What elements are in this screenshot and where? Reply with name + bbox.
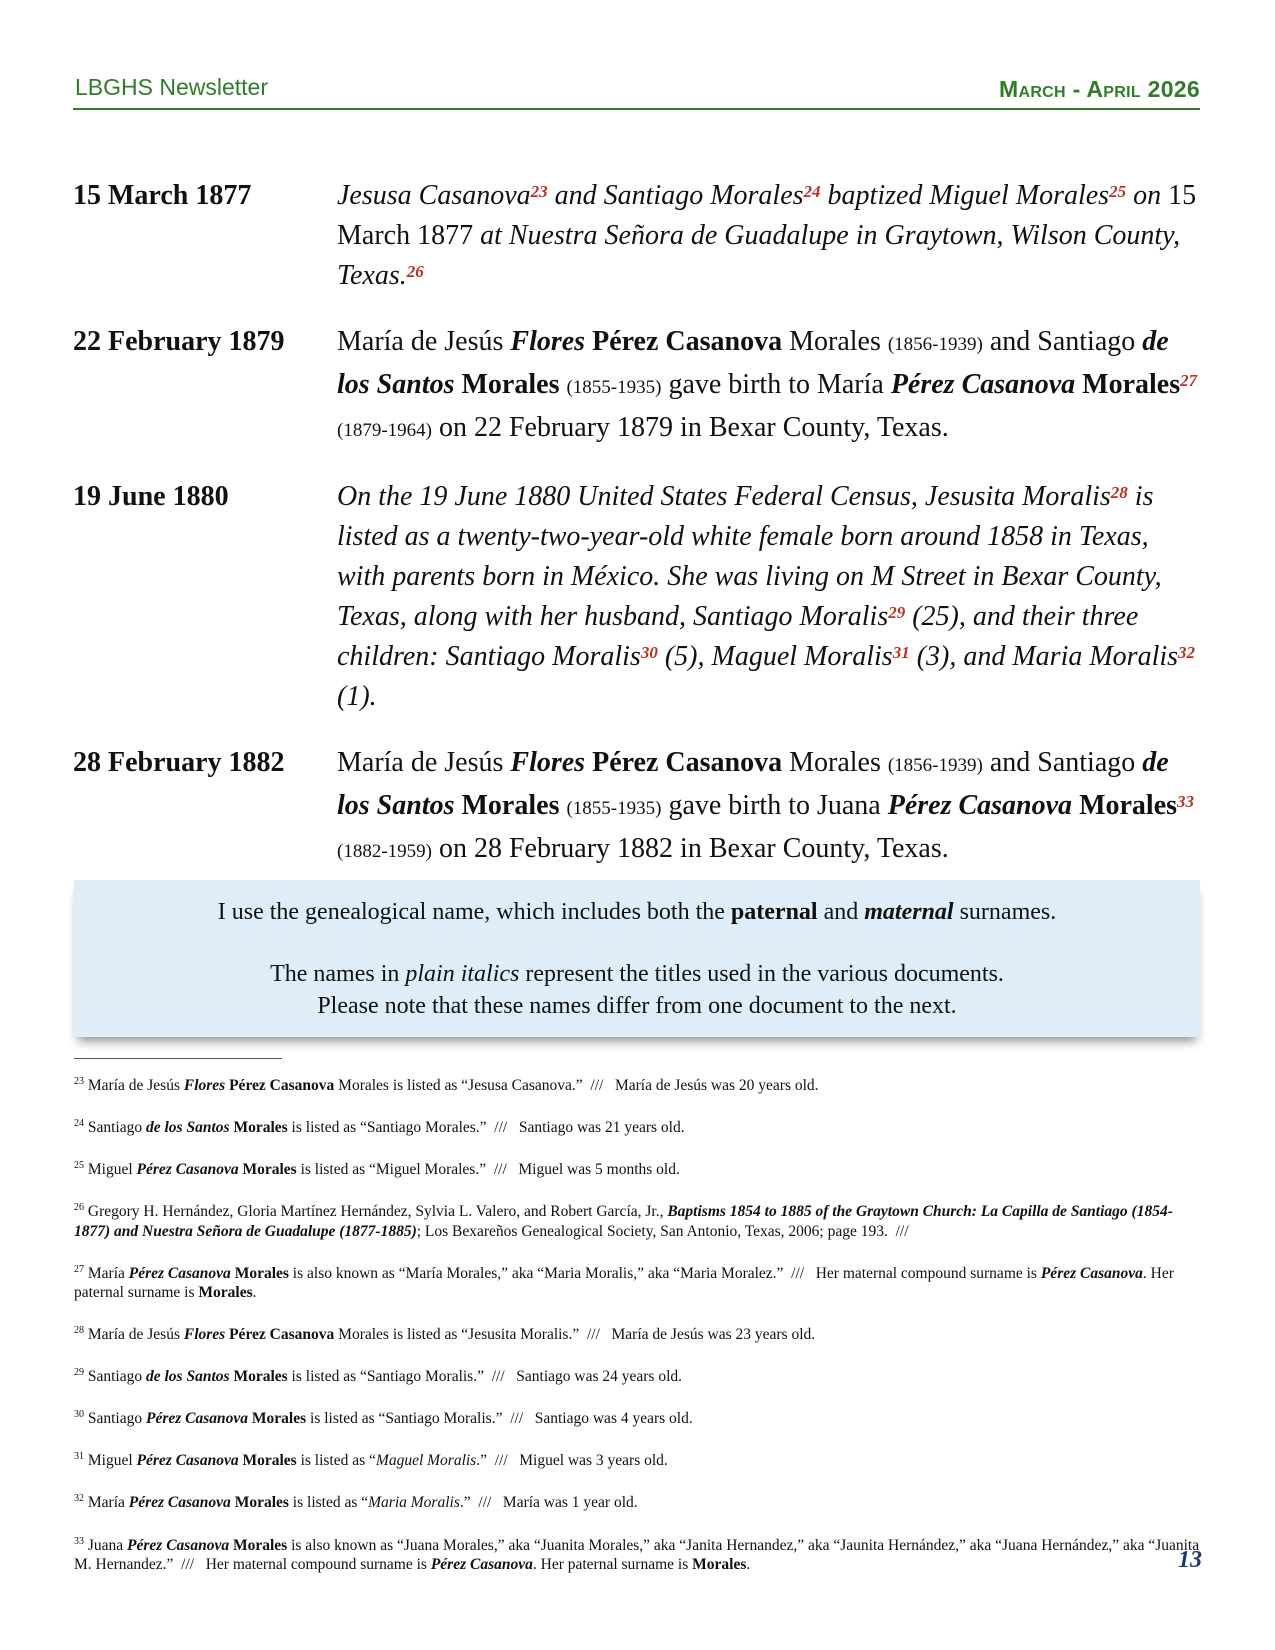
footnote: $^{23}$ María de Jesús Flores Pérez Casanova Morales is listed as “Jesusa Casanova.” /// María de Jesús was 20 years old.: [74, 1076, 819, 1095]
timeline-entry: [73, 477, 1203, 717]
footnotes: [74, 1072, 1208, 1593]
footnote: $^{31}$ Miguel Pérez Casanova Morales is listed as “Maguel Moralis.” /// Miguel was 3 years old.: [74, 1451, 668, 1470]
issue-date: March - April 2026: [999, 76, 1200, 102]
footnote: $^{26}$ Gregory H. Hernández, Gloria Martínez Hernández, Sylvia L. Valero, and Robert García, Jr., Baptisms 1854 to 1885 of the Graytown Church: La Capilla de Santiago (1854-1877) and Nuestra Señora de Guadalupe (1877-1885); Los Bexareños Genealogical Society, San Antonio, Texas, 2006; page 193. ///: [74, 1202, 1173, 1240]
entry-text: María de Jesús Flores Pérez Casanova Morales (1856-1939) and Santiago de los Santos Morales (1855-1935) gave birth to María Pérez Casanova Morales$^{27}$ (1879-1964) on 22 February 1879 in Bexar County, Texas.: [337, 326, 1198, 443]
footnote: $^{30}$ Santiago Pérez Casanova Morales is listed as “Santiago Moralis.” /// Santiago was 4 years old.: [74, 1409, 693, 1428]
footnote: $^{33}$ Juana Pérez Casanova Morales is also known as “Juana Morales,” aka “Juanita Morales,” aka “Janita Hernandez,” aka “Jaunita Hernández,” aka “Juana Hernández,” aka “Juanita M. Hernandez.” /// Her maternal compound surname is Pérez Casanova. Her paternal surname is Morales.: [74, 1535, 1200, 1573]
naming-note-box: [74, 880, 1200, 1037]
note-line: Please note that these names differ from one document to the next.: [317, 993, 957, 1019]
page-header: [73, 72, 1200, 110]
note-line: I use the genealogical name, which includes both the paternal and maternal surnames.: [217, 899, 1057, 925]
footnote: $^{25}$ Miguel Pérez Casanova Morales is listed as “Miguel Morales.” /// Miguel was 5 months old.: [74, 1160, 680, 1179]
entry-date: 22 February 1879: [73, 326, 285, 357]
entry-text: Jesusa Casanova$^{23}$ and Santiago Morales$^{24}$ baptized Miguel Morales$^{25}$ on 15 March 1877 at Nuestra Señora de Guadalupe in Graytown, Wilson County, Texas.$^{26}$: [337, 180, 1197, 291]
entry-text: María de Jesús Flores Pérez Casanova Morales (1856-1939) and Santiago de los Santos Morales (1855-1935) gave birth to Juana Pérez Casanova Morales$^{33}$ (1882-1959) on 28 February 1882 in Bexar County, Texas.: [337, 747, 1195, 864]
entry-text: On the 19 June 1880 United States Federal Census, Jesusita Moralis$^{28}$ is listed as a twenty-two-year-old white female born around 1858 in Texas, with parents born in México. She was living on M Street in Bexar County, Texas, along with her husband, Santiago Moralis$^{29}$ (25), and their three children: Santiago Moralis$^{30}$ (5), Maguel Moralis$^{31}$ (3), and Maria Moralis$^{32}$ (1).: [337, 481, 1196, 712]
timeline-entry: [73, 322, 1203, 451]
footnote: $^{29}$ Santiago de los Santos Morales is listed as “Santiago Moralis.” /// Santiago was 24 years old.: [74, 1366, 682, 1386]
entry-date: 19 June 1880: [73, 481, 229, 512]
page-number: 13: [1178, 1547, 1202, 1573]
timeline: [73, 176, 1203, 898]
entry-date: 15 March 1877: [73, 180, 252, 211]
note-line: The names in plain italics represent the titles used in the various documents.: [270, 961, 1004, 987]
timeline-entry: [73, 176, 1203, 296]
timeline-entry: [73, 743, 1203, 872]
footnote: $^{24}$ Santiago de los Santos Morales is listed as “Santiago Morales.” /// Santiago was 21 years old.: [74, 1118, 685, 1137]
footnote: $^{32}$ María Pérez Casanova Morales is listed as “Maria Moralis.” /// María was 1 year old.: [74, 1493, 638, 1512]
newsletter-title: LBGHS Newsletter: [75, 74, 269, 100]
footnote-divider: [74, 1058, 282, 1059]
entry-date: 28 February 1882: [73, 747, 285, 778]
footnote: $^{27}$ María Pérez Casanova Morales is also known as “María Morales,” aka “Maria Moralis,” aka “Maria Moralez.” /// Her maternal compound surname is Pérez Casanova. Her paternal surname is Morales.: [74, 1263, 1174, 1301]
footnote: $^{28}$ María de Jesús Flores Pérez Casanova Morales is listed as “Jesusita Moralis.” /// María de Jesús was 23 years old.: [74, 1324, 816, 1343]
